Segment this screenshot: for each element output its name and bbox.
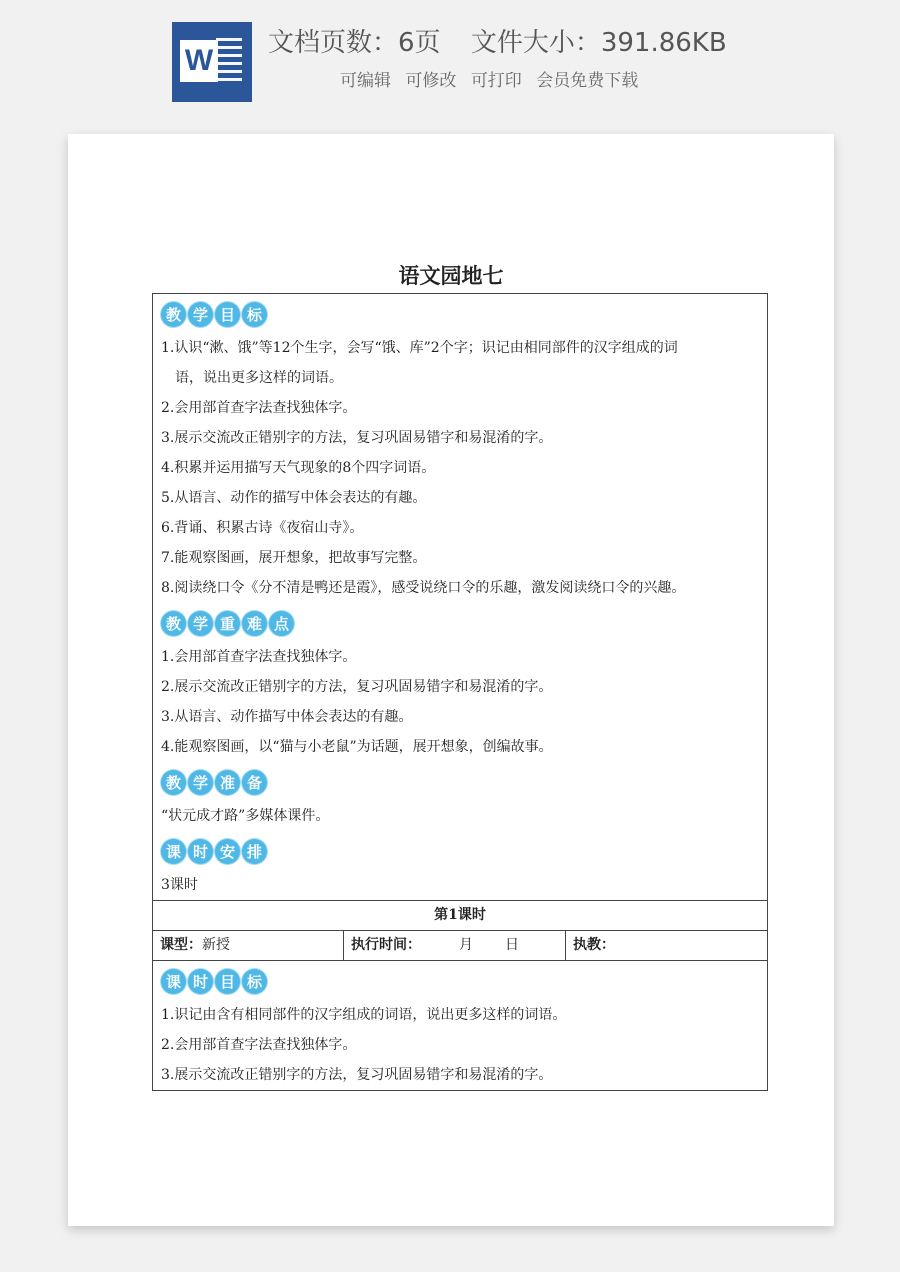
- lesson-goal-item: 2.会用部首查字法查找独体字。: [161, 1037, 357, 1053]
- badge-lesson-goals: [161, 966, 759, 996]
- goal-item: 5.从语言、动作的描写中体会表达的有趣。: [161, 490, 427, 506]
- goal-item: 8.阅读绕口令《分不清是鸭还是霞》，感受说绕口令的乐趣，激发阅读绕口令的兴趣。: [161, 580, 686, 596]
- goal-item: 7.能观察图画，展开想象，把故事写完整。: [161, 550, 427, 566]
- goal-item-continued-text: 语，说出更多这样的词语。: [175, 370, 343, 386]
- badge-key-points: [161, 608, 759, 638]
- badge-char: 目: [215, 302, 240, 327]
- badge-char: 时: [188, 839, 213, 864]
- badge-char: 目: [215, 969, 240, 994]
- page-count: 文档页数：6页: [268, 28, 441, 58]
- lesson-type-value: 新授: [202, 937, 230, 953]
- section-prep: [153, 762, 767, 831]
- goal-item-continued: [161, 363, 759, 393]
- goal-item: 3.展示交流改正错别字的方法，复习巩固易错字和易混淆的字。: [161, 430, 553, 446]
- month-label: 月: [459, 937, 473, 953]
- badge-char: 标: [242, 302, 267, 327]
- badge-char: 教: [161, 770, 186, 795]
- teacher-label: 执教：: [573, 937, 615, 953]
- section-goals: [153, 294, 767, 603]
- day-label: 日: [505, 937, 519, 953]
- badge-char: 学: [188, 770, 213, 795]
- prep-item: “状元成才路”多媒体课件。: [161, 808, 330, 824]
- section-lesson-goals: [153, 961, 767, 1090]
- action-member-download: 会员免费下载: [536, 71, 639, 91]
- file-actions: [340, 66, 647, 91]
- action-modifiable: 可修改: [405, 71, 457, 91]
- schedule-item: 3课时: [161, 877, 198, 893]
- document-title: 语文园地七: [398, 263, 504, 288]
- goal-item: 2.会用部首查字法查找独体字。: [161, 400, 357, 416]
- text-lines-decoration: [216, 38, 242, 86]
- badge-char: 标: [242, 969, 267, 994]
- badge-char: 教: [161, 302, 186, 327]
- badge-char: 重: [215, 611, 240, 636]
- section-key-points: [153, 603, 767, 762]
- badge-char: 准: [215, 770, 240, 795]
- badge-char: 难: [242, 611, 267, 636]
- lesson-type-cell: [153, 931, 344, 960]
- badge-char: 排: [242, 839, 267, 864]
- lesson-plan-table: [152, 293, 768, 1091]
- action-editable: 可编辑: [340, 71, 391, 91]
- execution-time-label: 执行时间：: [351, 937, 421, 953]
- key-point-item: 2.展示交流改正错别字的方法，复习巩固易错字和易混淆的字。: [161, 679, 553, 695]
- badge-char: 备: [242, 770, 267, 795]
- goal-item: 4.积累并运用描写天气现象的8个四字词语。: [161, 460, 436, 476]
- badge-teaching-prep: [161, 767, 759, 797]
- word-doc-icon: [172, 22, 252, 102]
- badge-char: 安: [215, 839, 240, 864]
- lesson-goal-item: 3.展示交流改正错别字的方法，复习巩固易错字和易混淆的字。: [161, 1067, 553, 1083]
- execution-time-cell: [344, 931, 566, 960]
- badge-class-schedule: [161, 836, 759, 866]
- goal-item: 6.背诵、积累古诗《夜宿山寺》。: [161, 520, 364, 536]
- teacher-cell: [566, 931, 767, 960]
- badge-char: 课: [161, 839, 186, 864]
- lesson-meta-row: [153, 930, 767, 961]
- badge-char: 学: [188, 611, 213, 636]
- key-point-item: 3.从语言、动作描写中体会表达的有趣。: [161, 709, 413, 725]
- document-page: [68, 134, 834, 1226]
- lesson-heading: 第1课时: [153, 900, 767, 930]
- goal-item: 1.认识“漱、饿”等12个生字，会写“饿、库”2个字；识记由相同部件的汉字组成的词: [161, 340, 678, 356]
- badge-char: 教: [161, 611, 186, 636]
- lesson-goal-item: 1.识记由含有相同部件的汉字组成的词语，说出更多这样的词语。: [161, 1007, 567, 1023]
- lesson-type-label: 课型：: [160, 937, 202, 953]
- badge-char: 课: [161, 969, 186, 994]
- file-size: 文件大小：391.86KB: [470, 28, 727, 58]
- action-printable: 可打印: [470, 71, 522, 91]
- section-schedule: [153, 831, 767, 900]
- badge-char: 点: [269, 611, 294, 636]
- word-letter: W: [180, 40, 218, 82]
- badge-char: 时: [188, 969, 213, 994]
- badge-teaching-goals: [161, 299, 759, 329]
- key-point-item: 4.能观察图画，以“猫与小老鼠”为话题，展开想象，创编故事。: [161, 739, 553, 755]
- badge-char: 学: [188, 302, 213, 327]
- key-point-item: 1.会用部首查字法查找独体字。: [161, 649, 357, 665]
- file-info: [268, 22, 868, 59]
